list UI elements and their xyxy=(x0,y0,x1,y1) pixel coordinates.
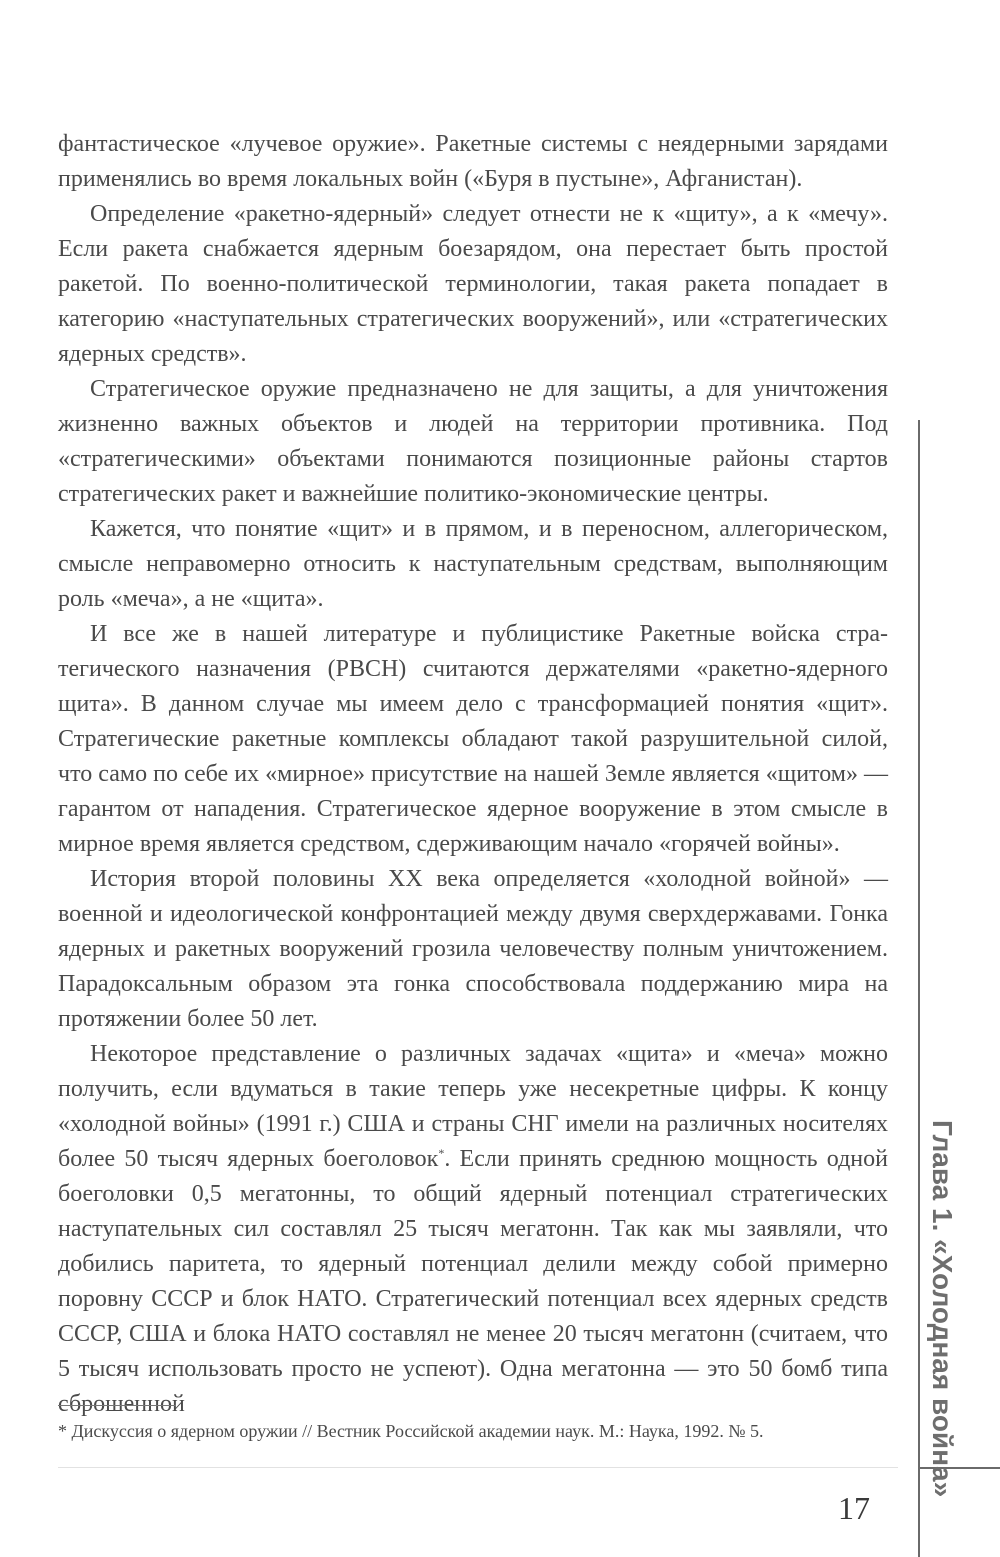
paragraph-3: Стратегическое оружие предназначено не для защиты, а для уничтожения жизненно важных объектов и людей на территории противника. Под «стратегическими» объектами понимаются позиционные районы стартов стратегических ракет и важнейшие политико-экономические центры. xyxy=(58,376,888,507)
paragraph-7-end: . Если принять среднюю мощность одной боеголовки 0,5 мегатонны, то общий ядерный потенциал стратегических наступательных сил составлял 25 тысяч мегатонн. Так как мы заявляли, что добились паритета, то ядерный потенциал делили между собой примерно поровну СССР и блок НАТО. Стратегический потенциал всех ядерных средств СССР, США и блока НАТО составлял не менее 20 тысяч мегатонн (считаем, что 5 тысяч использовать просто не успеют). Одна мегатонна — это 50 бомб типа сброшенной xyxy=(58,1146,888,1417)
paragraph-7 xyxy=(58,1037,888,1422)
body-text xyxy=(58,127,888,1422)
paragraph-4: Кажется, что понятие «щит» и в прямом, и в переносном, аллегорическом, смысле неправомерно относить к наступательным средствам, выполняющим роль «меча», а не «щита». xyxy=(58,516,888,612)
paragraph-6: История второй половины XX века определяется «холодной войной» — военной и идеологической конфронтацией между двумя сверхдержавами. Гонка ядерных и ракетных вооружений грозила человечеству полным уничтожением. Парадоксальным образом эта гонка способствовала поддержанию мира на протяжении более 50 лет. xyxy=(58,866,888,1032)
page-number: 17 xyxy=(838,1490,870,1526)
paragraph-7-start: Некоторое представление о различных задачах «щита» и «меча» можно получить, если вдуматься в такие теперь уже несекретные цифры. К концу «холодной войны» (1991 г.) США и страны СНГ имели на различных носителях более 50 тысяч ядерных боеголовок xyxy=(58,1041,888,1172)
margin-vertical-rule xyxy=(918,420,920,1557)
footnote-marker: * xyxy=(438,1146,445,1160)
bottom-divider xyxy=(58,1467,898,1468)
running-head: Глава 1. «Холодная война» xyxy=(927,1120,958,1498)
footnote-divider xyxy=(58,1405,176,1406)
paragraph-1: фантастическое «лучевое оружие». Ракетные системы с неядерными зарядами применялись во время локальных войн («Буря в пустыне», Афганистан). xyxy=(58,131,888,192)
paragraph-5: И все же в нашей литературе и публицистике Ракетные войска стратегического назначения (РВСН) считаются держателями «ракетно-ядерного щита». В данном случае мы имеем дело с трансформацией понятия «щит». Стратегические ракетные комплексы обладают такой разрушительной силой, что само по себе их «мирное» присутствие на нашей Земле является «щитом» — гарантом от нападения. Стратегическое ядерное вооружение в этом смысле в мирное время является средством, сдерживающим начало «горячей войны». xyxy=(58,621,888,857)
paragraph-2: Определение «ракетно-ядерный» следует отнести не к «щиту», а к «мечу». Если ракета снабжается ядерным боезарядом, она перестает быть простой ракетой. По военно-политической терминологии, такая ракета попадает в категорию «наступательных стратегических вооружений», или «стратегических ядерных средств». xyxy=(58,201,888,367)
footnote: * Дискуссия о ядерном оружии // Вестник Российской академии наук. М.: Наука, 1992. № 5. xyxy=(58,1421,764,1441)
